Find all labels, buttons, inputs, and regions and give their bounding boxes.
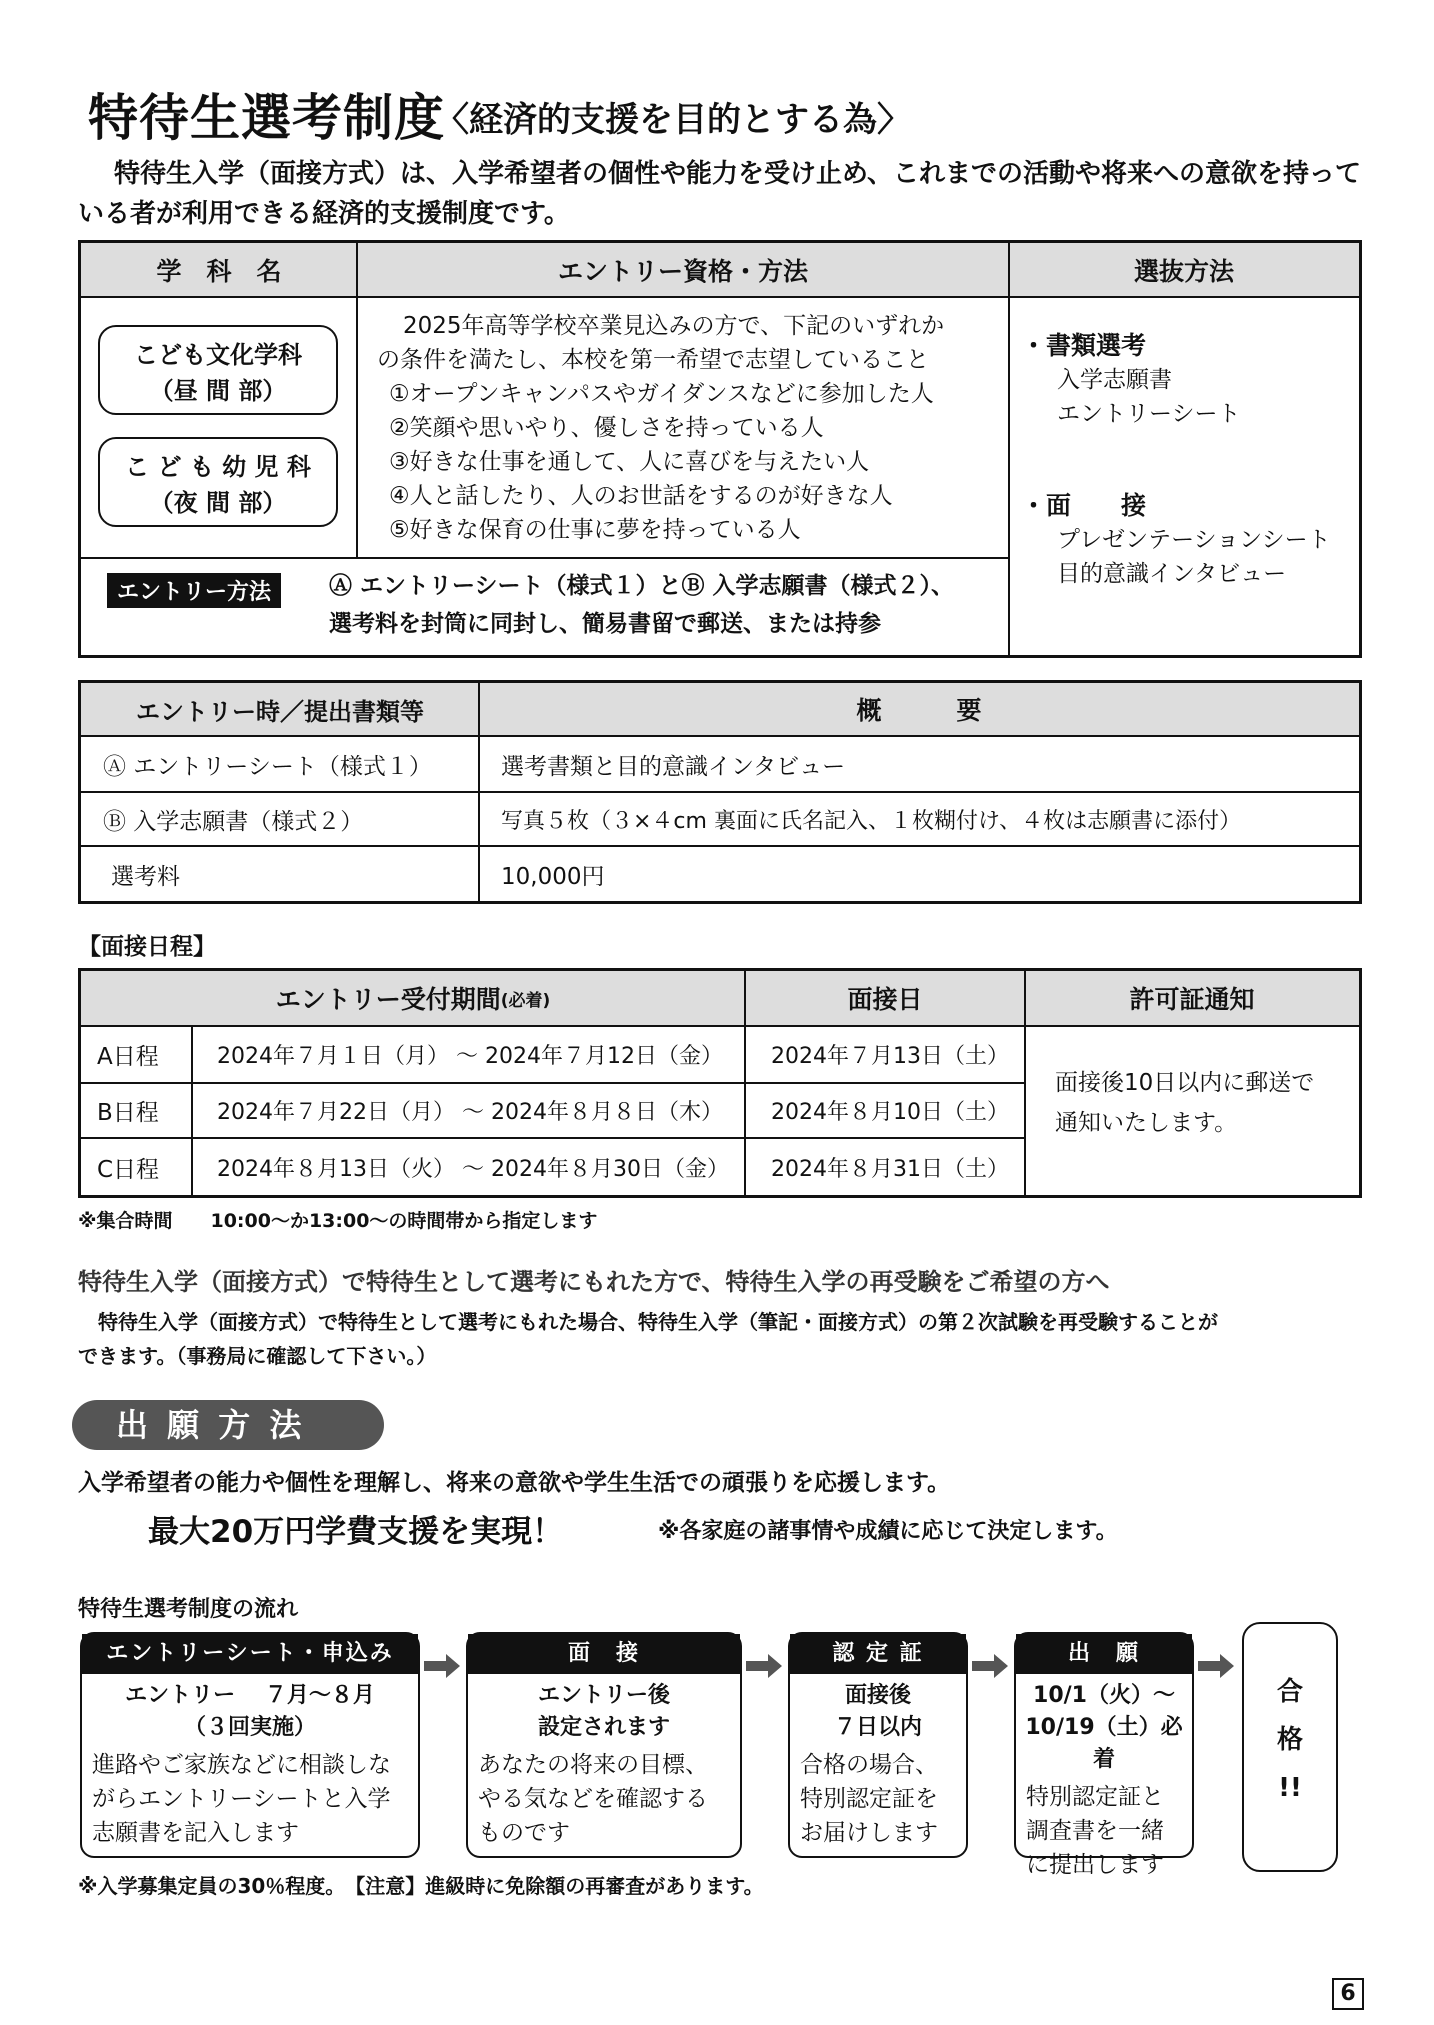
- page-title: 特待生選考制度: [88, 89, 445, 147]
- flow-final-char-3: !!: [1278, 1773, 1302, 1803]
- conditions-intro-2: の条件を満たし、本校を第一希望で志望していること: [377, 347, 929, 373]
- flow-step-certificate-head: 認 定 証: [790, 1634, 966, 1674]
- header-notice: 許可証通知: [1025, 971, 1359, 1027]
- flow-step-certificate-note: 合格の場合、特別認定証をお届けします: [800, 1752, 938, 1846]
- retake-heading: 特待生入学（面接方式）で特待生として選考にもれた方で、特待生入学の再受験をご希望の方へ: [78, 1268, 1110, 1296]
- eligibility-table: [78, 240, 1362, 658]
- flow-step-certificate: [788, 1632, 968, 1858]
- flow-step-entry-bold-1: エントリー ７月～８月: [125, 1683, 375, 1708]
- schedule-a-period: 2024年７月１日（月） ～ 2024年７月12日（金）: [217, 1044, 723, 1069]
- flow-arrow-icon: [972, 1654, 1010, 1678]
- schedule-c-date: 2024年８月31日（土）: [771, 1156, 1009, 1182]
- schedule-a-label: A日程: [97, 1044, 159, 1070]
- apply-highlight-note: ※各家庭の諸事情や成績に応じて決定します。: [658, 1519, 1118, 1544]
- conditions-block: [377, 309, 997, 547]
- header-entry: エントリー資格・方法: [357, 243, 1009, 298]
- department-2-sub: （夜 間 部）: [149, 489, 287, 517]
- header-summary: 概 要: [479, 683, 1359, 737]
- flow-step-interview-note: あなたの将来の目標、やる気などを確認するものです: [478, 1752, 708, 1846]
- page-subtitle: 〈経済的支援を目的とする為〉: [435, 100, 911, 140]
- intro-text: 特待生入学（面接方式）は、入学希望者の個性や能力を受け止め、これまでの活動や将来への意欲を持っている者が利用できる経済的支援制度です。: [78, 159, 1361, 229]
- flow-step-entry-note: 進路やご家族などに相談しながらエントリーシートと入学志願書を記入します: [92, 1752, 391, 1846]
- schedule-table: [78, 968, 1362, 1198]
- flow-step-certificate-bold-2: ７日以内: [833, 1715, 922, 1740]
- condition-item: ⑤好きな保育の仕事に夢を持っている人: [389, 517, 801, 543]
- notice-line-2: 通知いたします。: [1055, 1110, 1238, 1136]
- selection-item: 目的意識インタビュー: [1057, 561, 1287, 587]
- header-period-text: エントリー受付期間: [275, 985, 501, 1014]
- flow-step-apply-note: 特別認定証と調査書を一緒に提出します: [1026, 1784, 1164, 1878]
- department-1-name: こども文化学科: [134, 341, 302, 369]
- flow-step-apply-head: 出 願: [1016, 1634, 1192, 1674]
- department-2: [98, 437, 338, 527]
- department-1: [98, 325, 338, 415]
- notice-text: [1055, 1063, 1355, 1143]
- retake-body-2: できます。（事務局に確認して下さい。）: [78, 1344, 437, 1368]
- entry-method-line-1: Ⓐ エントリーシート（様式１）とⒷ 入学志願書（様式２）、: [329, 573, 955, 599]
- apply-text: 入学希望者の能力や個性を理解し、将来の意欲や学生生活での頑張りを応援します。: [78, 1470, 951, 1496]
- schedule-b-label: B日程: [97, 1100, 159, 1126]
- flow-step-interview-head: 面 接: [468, 1634, 740, 1674]
- doc-row-3-name: 選考料: [111, 863, 180, 890]
- entry-method-line-2: 選考料を封筒に同封し、簡易書留で郵送、または持参: [329, 611, 881, 637]
- flow-step-apply: [1014, 1632, 1194, 1878]
- entry-method-badge: エントリー方法: [107, 573, 281, 608]
- flow-step-entry: [80, 1632, 420, 1858]
- header-period-note: (必着): [500, 990, 551, 1011]
- doc-row-1-name: Ⓐ エントリーシート（様式１）: [103, 753, 432, 780]
- flow-final-char-2: 格: [1276, 1725, 1303, 1755]
- selection-item: プレゼンテーションシート: [1057, 527, 1331, 553]
- flow-step-entry-head: エントリーシート・申込み: [82, 1634, 418, 1674]
- flow-arrow-icon: [1198, 1654, 1236, 1678]
- schedule-label: 【面接日程】: [78, 934, 216, 960]
- notice-line-1: 面接後10日以内に郵送で: [1055, 1070, 1315, 1096]
- header-selection: 選抜方法: [1009, 243, 1359, 298]
- flow-step-interview-bold-1: エントリー後: [537, 1683, 670, 1708]
- condition-item: ④人と話したり、人のお世話をするのが好きな人: [389, 483, 893, 509]
- page-number: 6: [1332, 1978, 1364, 2010]
- retake-body-1: 特待生入学（面接方式）で特待生として選考にもれた場合、特待生入学（筆記・面接方式）の第２次試験を再受験することが: [98, 1310, 1218, 1334]
- condition-item: ①オープンキャンパスやガイダンスなどに参加した人: [389, 381, 934, 407]
- doc-row-2-name: Ⓑ 入学志願書（様式２）: [103, 808, 364, 835]
- doc-row-3-desc: 10,000円: [501, 863, 605, 890]
- schedule-note: ※集合時間 10:00～か13:00～の時間帯から指定します: [78, 1210, 598, 1232]
- schedule-c-period: 2024年８月13日（火） ～ 2024年８月30日（金）: [217, 1156, 729, 1182]
- schedule-c-label: C日程: [97, 1156, 160, 1183]
- entry-method-text: [329, 569, 1009, 641]
- department-1-sub: （昼 間 部）: [149, 377, 287, 405]
- doc-row-1-desc: 選考書類と目的意識インタビュー: [501, 753, 846, 780]
- selection-block: [1021, 329, 1351, 591]
- schedule-b-period: 2024年７月22日（月） ～ 2024年８月８日（木）: [217, 1100, 723, 1125]
- flow-step-apply-bold-1: 10/1（火）～: [1033, 1683, 1175, 1708]
- header-documents: エントリー時／提出書類等: [81, 683, 479, 737]
- flow-step-certificate-bold-1: 面接後: [844, 1683, 911, 1708]
- flow-arrow-icon: [424, 1654, 462, 1678]
- flow-arrow-icon: [746, 1654, 784, 1678]
- header-interview-date: 面接日: [745, 971, 1025, 1027]
- doc-row-2-desc: 写真５枚（３×４cm 裏面に氏名記入、１枚糊付け、４枚は志願書に添付）: [501, 808, 1242, 834]
- schedule-a-date: 2024年７月13日（土）: [771, 1044, 1009, 1069]
- flow-step-entry-bold-2: （３回実施）: [183, 1715, 316, 1740]
- selection-document: ・書類選考: [1021, 331, 1147, 360]
- selection-item: エントリーシート: [1057, 401, 1241, 427]
- schedule-b-date: 2024年８月10日（土）: [771, 1100, 1009, 1125]
- selection-interview: ・面 接: [1021, 491, 1147, 520]
- header-period: [81, 971, 745, 1027]
- footnote: ※入学募集定員の30％程度。 【注意】進級時に免除額の再審査があります。: [78, 1874, 764, 1898]
- documents-table: [78, 680, 1362, 904]
- header-department: 学 科 名: [81, 243, 357, 298]
- apply-highlight: 最大20万円学費支援を実現！: [148, 1514, 564, 1550]
- condition-item: ②笑顔や思いやり、優しさを持っている人: [389, 415, 824, 441]
- condition-item: ③好きな仕事を通して、人に喜びを与えたい人: [389, 449, 870, 475]
- selection-item: 入学志願書: [1057, 367, 1172, 393]
- apply-method-pill: 出 願 方 法: [72, 1400, 384, 1450]
- flow-step-apply-bold-2: 10/19（土）必着: [1025, 1715, 1183, 1772]
- conditions-intro-1: 2025年高等学校卒業見込みの方で、下記のいずれか: [403, 313, 945, 339]
- flow-label: 特待生選考制度の流れ: [78, 1597, 299, 1622]
- department-2-name: こ ど も 幼 児 科: [125, 453, 311, 481]
- flow-final-char-1: 合: [1276, 1677, 1303, 1707]
- flow-final-pass: [1242, 1622, 1338, 1872]
- flow-step-interview: [466, 1632, 742, 1858]
- flow-step-interview-bold-2: 設定されます: [537, 1715, 670, 1740]
